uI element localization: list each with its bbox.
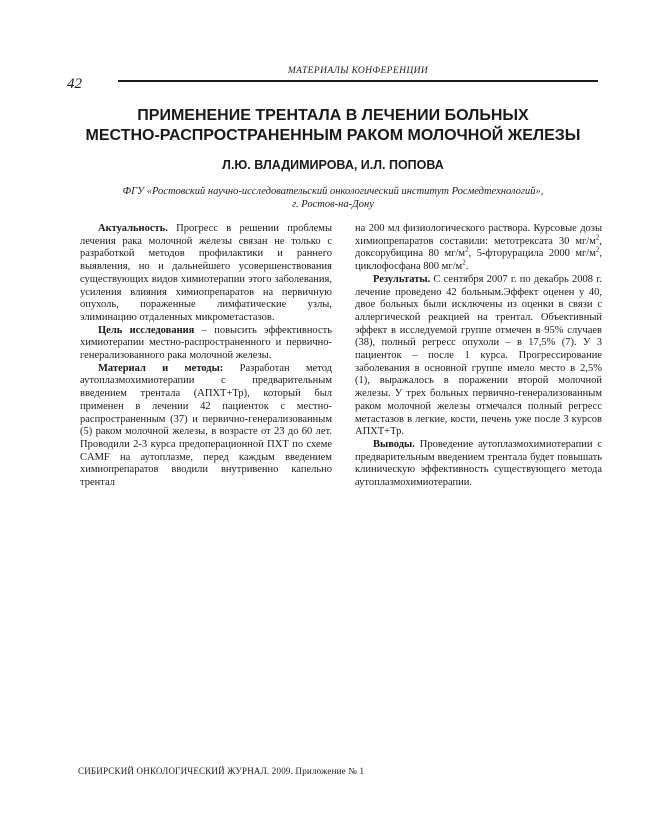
methods-paragraph bbox=[80, 363, 332, 490]
aim-paragraph bbox=[80, 325, 332, 363]
running-head: МАТЕРИАЛЫ КОНФЕРЕНЦИИ bbox=[287, 66, 429, 76]
journal-footer: СИБИРСКИЙ ОНКОЛОГИЧЕСКИЙ ЖУРНАЛ. 2009. Приложение № 1 bbox=[78, 766, 365, 776]
results-label: Результаты. bbox=[373, 273, 431, 285]
left-column bbox=[80, 223, 332, 490]
header-rule bbox=[118, 80, 598, 82]
superscript: 2 bbox=[595, 233, 600, 242]
results-paragraph bbox=[355, 274, 602, 439]
doses-text-5: . bbox=[465, 261, 469, 273]
doses-text-1: на 200 мл физиологического раствора. Курсовые дозы химиопрепаратов составили: метотрексата 30 мг/м bbox=[355, 223, 602, 247]
relevance-text: Прогресс в решении проблемы лечения рака молочной железы связан не только с разработкой методов профилактики и раннего выявления, но и дальнейшего усовершенствования существующих видов химиотерапии этого заболевания, усиления влияния химиопрепаратов на первичную опухоль, пораженные лимфатические узлы, элиминацию отдаленных микрометастазов. bbox=[80, 223, 332, 323]
title-line-2: МЕСТНО-РАСПРОСТРАНЕННЫМ РАКОМ МОЛОЧНОЙ ЖЕЛЕЗЫ bbox=[85, 127, 581, 144]
page-number: 42 bbox=[67, 76, 82, 92]
right-column bbox=[355, 223, 602, 490]
relevance-label: Актуальность. bbox=[98, 223, 168, 234]
affiliation bbox=[66, 185, 600, 211]
relevance-paragraph bbox=[80, 223, 332, 325]
methods-text: Разработан метод аутоплазмохимиотерапии с предварительным введением трентала (АПХТ+Тр), который был применен в лечении 42 пациенток с местно-распространенным (37) и первично-генерализованным (5) раком молочной железы, в возрасте от 23 до 60 лет. Проводили 2-3 курса предоперационной ПХТ по схеме CAMF на аутоплазме, перед каждым введением химиопрепаратов вводили внутривенно капельно трентал bbox=[80, 362, 332, 489]
affiliation-line-1: ФГУ «Ростовский научно-исследовательский онкологический институт Росмедтехнологий», bbox=[122, 186, 544, 197]
conclusions-paragraph bbox=[355, 439, 602, 490]
superscript: 2 bbox=[595, 245, 600, 254]
aim-text: – повысить эффективность химиотерапии местно-распространенного и первично-генерализованного рака молочной железы. bbox=[80, 324, 332, 362]
doses-text-2: , доксорубицина 80 мг/м bbox=[355, 235, 602, 260]
doses-text-3: , 5-фторурацила 2000 мг/м bbox=[468, 248, 596, 260]
authors: Л.Ю. ВЛАДИМИРОВА, И.Л. ПОПОВА bbox=[222, 158, 444, 172]
conclusions-text: Проведение аутоплазмохимиотерапии с предварительным введением трентала будет повышать клиническую эффективность существующего метода аутоплазмохимиотерапии. bbox=[355, 438, 602, 489]
aim-label: Цель исследования bbox=[98, 324, 195, 336]
title-line-1: ПРИМЕНЕНИЕ ТРЕНТАЛА В ЛЕЧЕНИИ БОЛЬНЫХ bbox=[137, 107, 529, 124]
doses-paragraph bbox=[355, 223, 602, 274]
affiliation-line-2: г. Ростов-на-Дону bbox=[292, 199, 374, 210]
conclusions-label: Выводы. bbox=[373, 438, 415, 450]
doses-text-4: , циклофосфана 800 мг/м bbox=[355, 248, 602, 273]
results-text: С сентября 2007 г. по декабрь 2008 г. лечение проведено 42 больным.Эффект оценен у 40, двое больных были исключены из оценки в связи с аллергической реакцией на трентал. Объективный эффект в исследуемой группе отмечен в 95% случаев (38), полный регресс опухоли – в 17,5% (7). У 3 пациенток – после 1 курса. Прогрессирование заболевания в основной группе имело место в 2,5% (1), выражалось в поражении второй молочной железы. У трех больных первично-генерализованным раком молочной железы отмечался полный регресс метастазов в легкие, кости, печень уже после 3 курсов АПХТ+Тр. bbox=[355, 273, 602, 438]
article-title bbox=[66, 106, 600, 146]
methods-label: Материал и методы: bbox=[98, 362, 224, 374]
superscript: 2 bbox=[462, 258, 466, 267]
superscript: 2 bbox=[465, 245, 469, 254]
